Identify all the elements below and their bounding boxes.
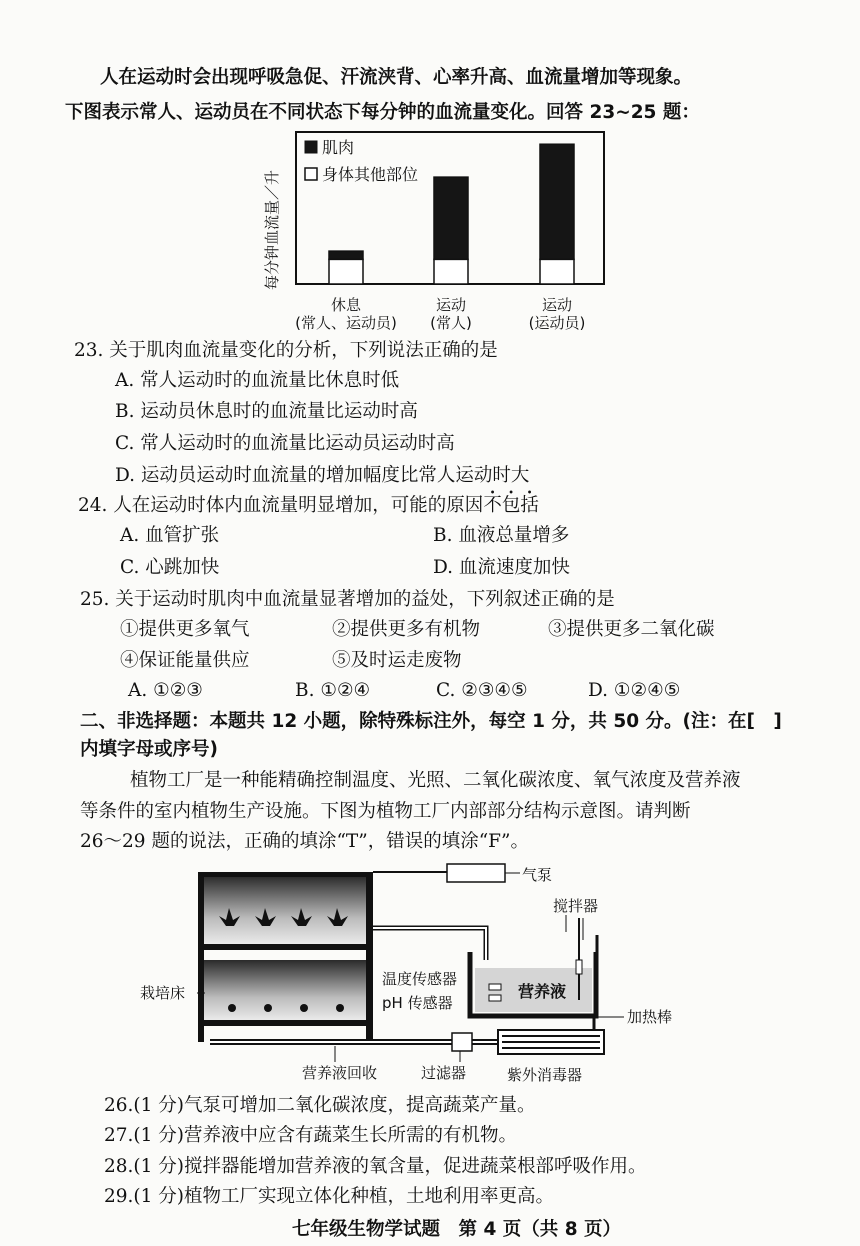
page-footer: 七年级生物学试题 第 4 页（共 8 页） bbox=[292, 1219, 622, 1240]
q23-option-c[interactable]: C. 常人运动时的血流量比运动员运动时高 bbox=[115, 433, 455, 454]
legend-label-muscle: 肌肉 bbox=[322, 138, 355, 157]
intro-line-2: 下图表示常人、运动员在不同状态下每分钟的血流量变化。回答 23~25 题： bbox=[65, 102, 700, 123]
section2-heading-line2: 内填字母或序号) bbox=[80, 739, 218, 760]
q23-option-b[interactable]: B. 运动员休息时的血流量比运动时高 bbox=[115, 401, 418, 422]
plant-intro-line-3: 26～29 题的说法，正确的填涂“T”，错误的填涂“F”。 bbox=[80, 831, 529, 852]
upper-rack-bg bbox=[202, 876, 372, 946]
x-label-3-line2: (运动员) bbox=[528, 314, 586, 332]
label-ph-sensor: pH 传感器 bbox=[382, 994, 453, 1012]
label-filter: 过滤器 bbox=[421, 1064, 467, 1082]
q24-option-b[interactable]: B. 血液总量增多 bbox=[433, 525, 570, 546]
q25-statement-4: ④保证能量供应 bbox=[120, 650, 250, 671]
q25-option-c[interactable]: C. ②③④⑤ bbox=[436, 680, 528, 701]
q24-stem: 24. 人在运动时体内血流量明显增加，可能的原因不包括 bbox=[78, 495, 539, 516]
label-temp-sensor: 温度传感器 bbox=[382, 970, 458, 988]
q23-option-a[interactable]: A. 常人运动时的血流量比休息时低 bbox=[115, 370, 400, 391]
label-air-pump: 气泵 bbox=[522, 866, 553, 884]
air-pump-box bbox=[447, 864, 505, 882]
label-uv: 紫外消毒器 bbox=[507, 1066, 583, 1084]
q25-statement-5: ⑤及时运走废物 bbox=[332, 650, 462, 671]
q25-statement-1: ①提供更多氧气 bbox=[120, 619, 250, 640]
q23-option-d[interactable]: D. 运动员运动时血流量的增加幅度比常人运动时大 bbox=[115, 465, 530, 486]
rack-right-post bbox=[366, 872, 373, 1042]
q28: 28.(1 分)搅拌器能增加营养液的氧含量，促进蔬菜根部呼吸作用。 bbox=[104, 1156, 647, 1177]
x-label-2-line2: (常人) bbox=[430, 314, 472, 332]
rack-left-post bbox=[198, 872, 204, 1042]
x-label-1-line1: 休息 bbox=[330, 296, 362, 314]
legend-label-other: 身体其他部位 bbox=[322, 165, 419, 184]
x-label-2-line1: 运动 bbox=[435, 296, 467, 314]
q25-option-a[interactable]: A. ①②③ bbox=[128, 680, 203, 701]
q24-option-c[interactable]: C. 心跳加快 bbox=[120, 557, 220, 578]
plant-intro-line-1: 植物工厂是一种能精确控制温度、光照、二氧化碳浓度、氧气浓度及营养液 bbox=[130, 770, 741, 791]
plant-intro-line-2: 等条件的室内植物生产设施。下图为植物工厂内部部分结构示意图。请判断 bbox=[80, 801, 691, 822]
x-label-3-line1: 运动 bbox=[541, 296, 573, 314]
q25-option-d[interactable]: D. ①②④⑤ bbox=[588, 680, 681, 701]
chart-ylabel: 每分钟血流量／升 bbox=[263, 169, 281, 290]
label-recycle: 营养液回收 bbox=[302, 1064, 378, 1082]
q23-stem: 23. 关于肌肉血流量变化的分析，下列说法正确的是 bbox=[74, 340, 498, 361]
section2-heading: 二、非选择题：本题共 12 小题，除特殊标注外，每空 1 分，共 50 分。(注：在[ ] bbox=[80, 711, 782, 732]
q27: 27.(1 分)营养液中应含有蔬菜生长所需的有机物。 bbox=[104, 1125, 518, 1146]
q24-option-a[interactable]: A. 血管扩张 bbox=[120, 525, 220, 546]
q25-statement-3: ③提供更多二氧化碳 bbox=[548, 619, 715, 640]
x-label-1-line2: (常人、运动员) bbox=[295, 314, 397, 332]
q24-option-d[interactable]: D. 血流速度加快 bbox=[433, 557, 570, 578]
q25-stem: 25. 关于运动时肌肉中血流量显著增加的益处，下列叙述正确的是 bbox=[80, 589, 615, 610]
q25-option-b[interactable]: B. ①②④ bbox=[295, 680, 371, 701]
upper-bed bbox=[204, 944, 368, 950]
label-heater: 加热棒 bbox=[627, 1008, 673, 1026]
lower-rack-bg bbox=[202, 960, 372, 1022]
label-nutrient: 营养液 bbox=[518, 982, 567, 1001]
q25-statement-2: ②提供更多有机物 bbox=[332, 619, 481, 640]
lower-bed bbox=[204, 1020, 368, 1026]
filter-box bbox=[452, 1033, 472, 1051]
q29: 29.(1 分)植物工厂实现立体化种植，土地利用率更高。 bbox=[104, 1186, 555, 1207]
rack-top bbox=[198, 872, 373, 877]
label-bed: 栽培床 bbox=[140, 984, 186, 1002]
intro-line-1: 人在运动时会出现呼吸急促、汗流浃背、心率升高、血流量增加等现象。 bbox=[100, 67, 693, 88]
q26: 26.(1 分)气泵可增加二氧化碳浓度，提高蔬菜产量。 bbox=[104, 1095, 536, 1116]
label-stirrer: 搅拌器 bbox=[553, 897, 599, 915]
